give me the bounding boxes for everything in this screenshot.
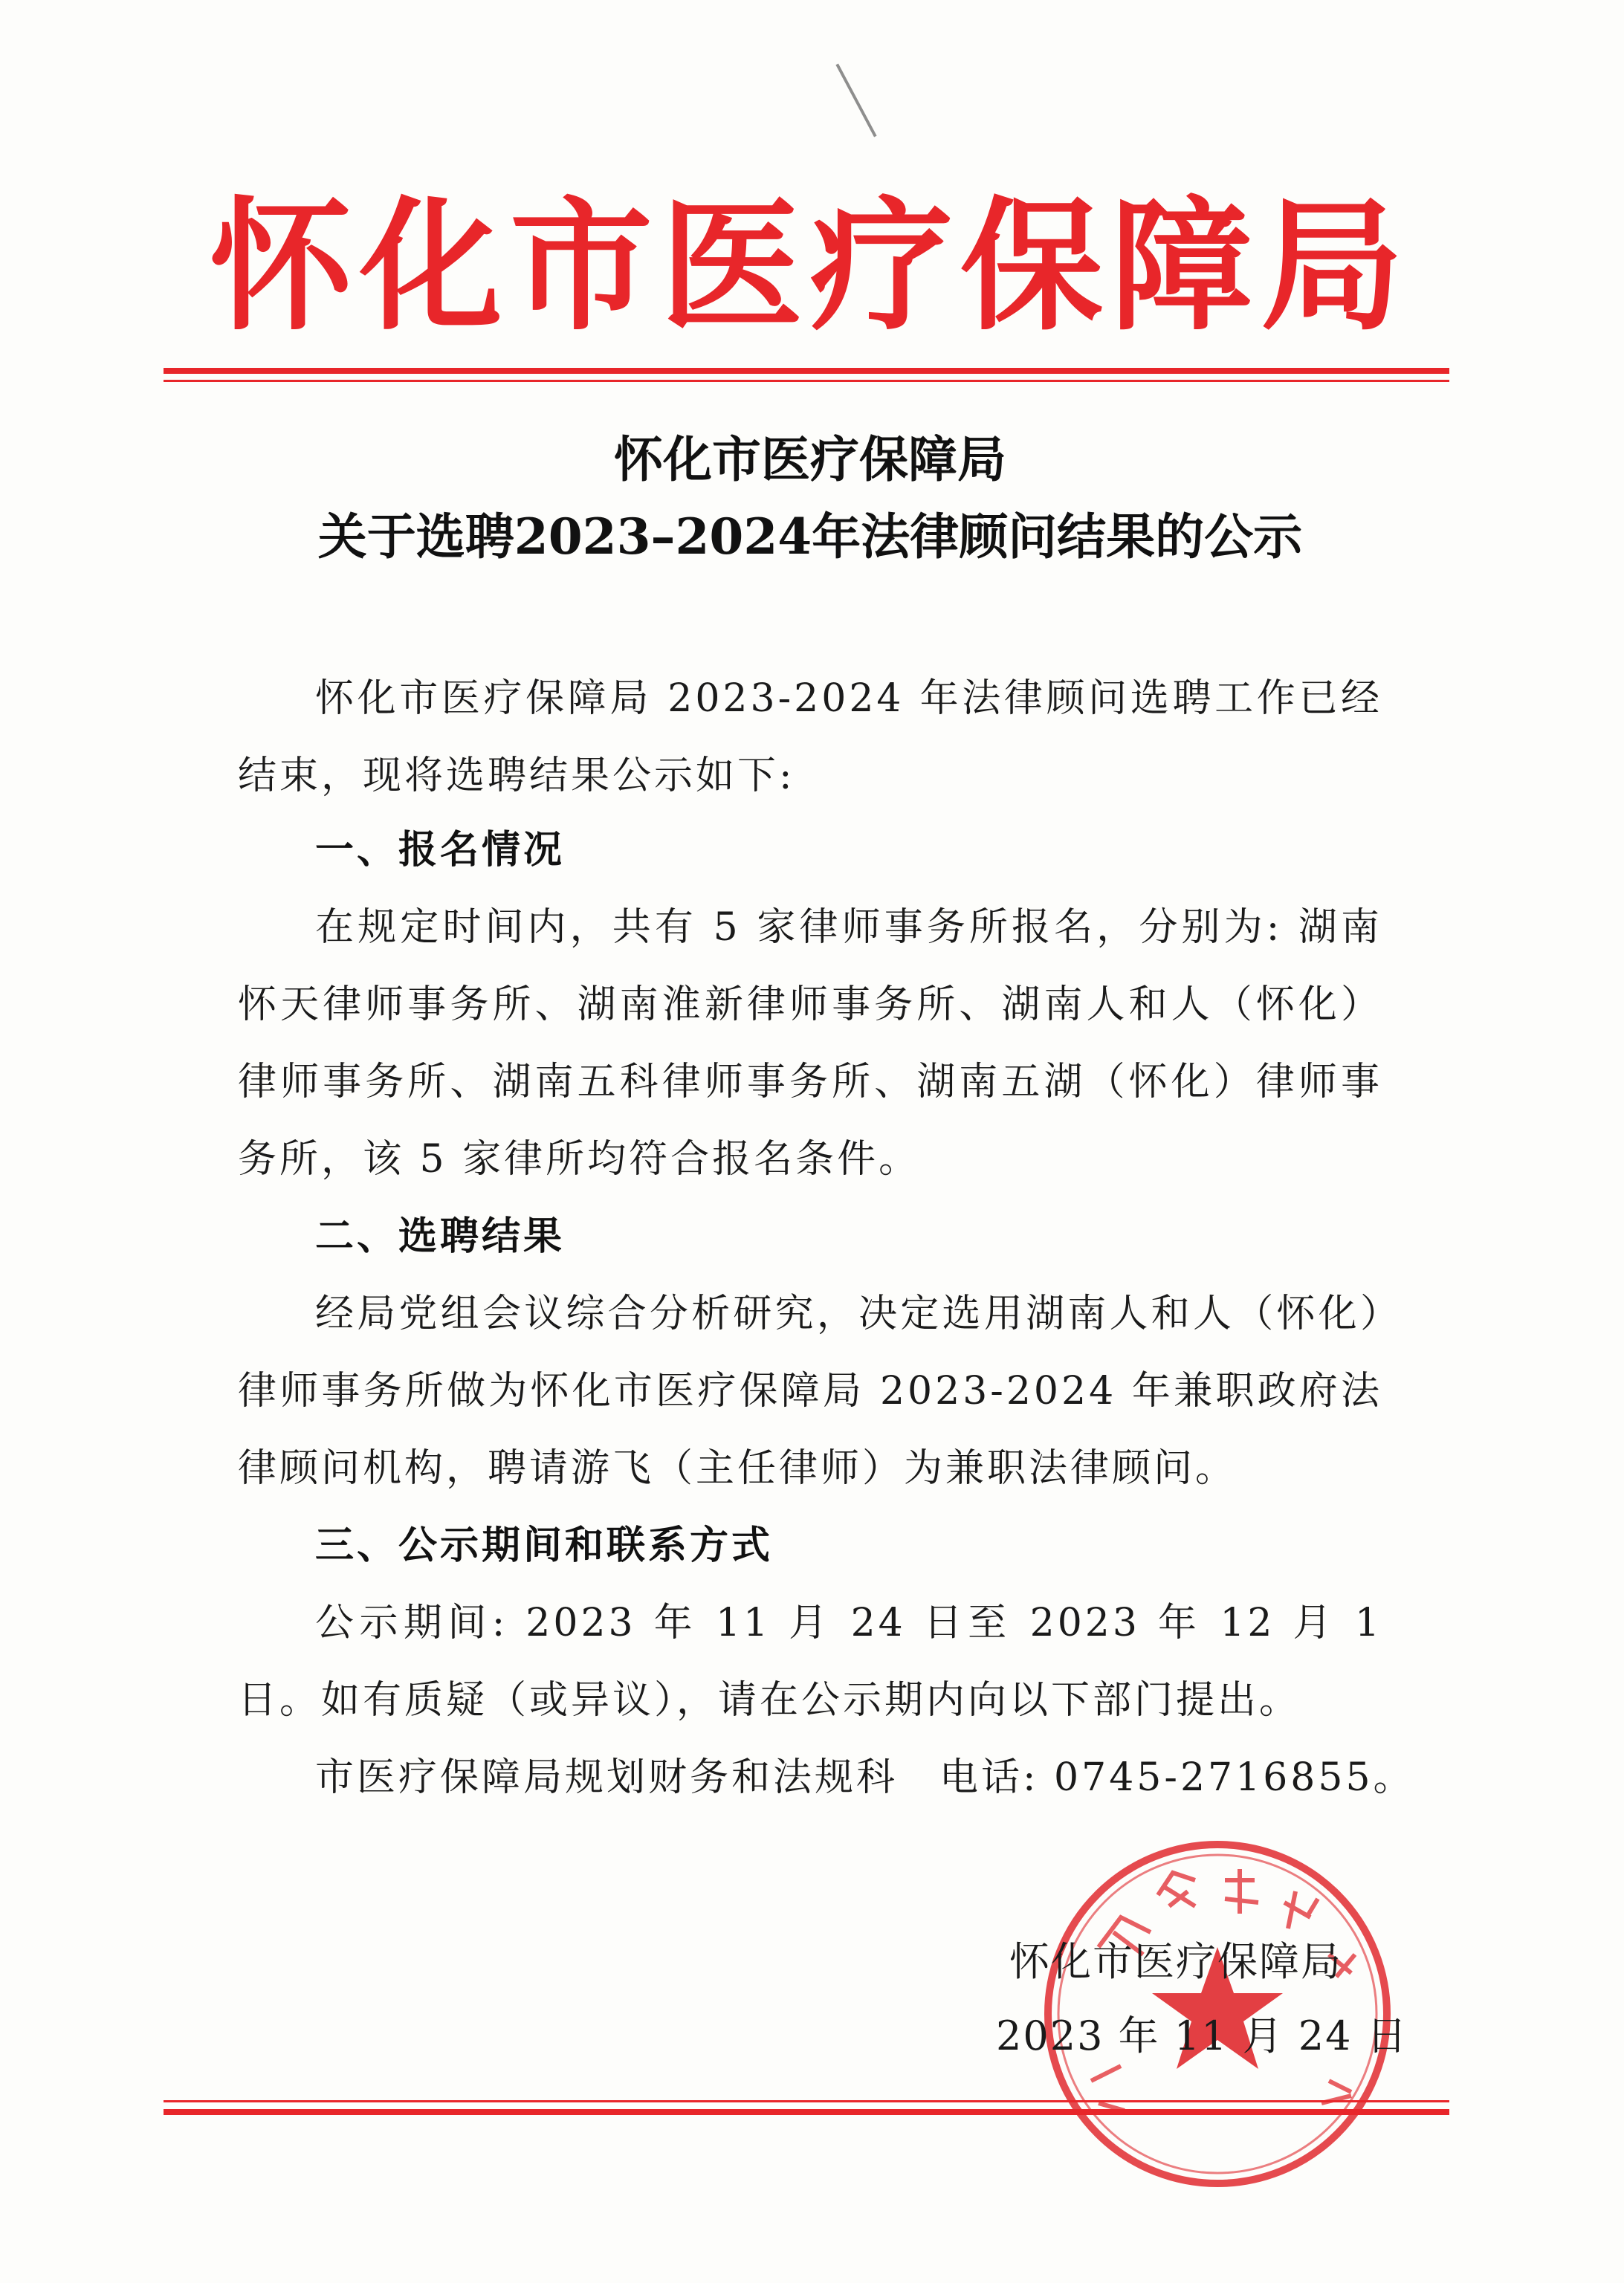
footer-rule-thick [164,2109,1449,2115]
intro-paragraph: 怀化市医疗保障局 2023-2024 年法律顾问选聘工作已经结束，现将选聘结果公示如下: [238,676,1382,798]
section1-heading: 一、报名情况 [315,828,566,872]
signature-date: 2023 年 11 月 24 日 [996,2012,1408,2059]
section2-paragraph: 经局党组会议综合分析研究，决定选用湖南人和人（怀化）律师事务所做为怀化市医疗保障局 2023-2024 年兼职政府法律顾问机构，聘请游飞（主任律师）为兼职法律顾问。 [238,1292,1382,1491]
letterhead-rule-thin [164,380,1449,382]
section3-paragraph: 公示期间: 2023 年 11 月 24 日至 2023 年 12 月 1 日。如有质疑（或异议），请在公示期内向以下部门提出。 [238,1601,1382,1723]
letterhead-rule-thick [164,368,1449,374]
section3-heading: 三、公示期间和联系方式 [315,1523,774,1568]
section2-heading: 二、选聘结果 [315,1214,566,1259]
signature-org: 怀化市医疗保障局 [1009,1938,1342,1985]
contact-line: 市医疗保障局规划财务和法规科 电话: 0745-2716855。 [315,1755,1415,1800]
section1-paragraph: 在规定时间内，共有 5 家律师事务所报名，分别为: 湖南怀天律师事务所、湖南淮新律师事务所、湖南人和人（怀化）律师事务所、湖南五科律师事务所、湖南五湖（怀化）律师事务所，该 5 家律所均符合报名条件。 [238,905,1382,1182]
notice-title-line1: 怀化市医疗保障局 [614,430,1006,488]
footer-rule-thin [164,2100,1449,2102]
scan-mark [835,63,876,137]
letterhead-title: 怀化市医疗保障局 [210,184,1411,350]
notice-title-line2: 关于选聘2023–2024年法律顾问结果的公示 [317,508,1303,566]
